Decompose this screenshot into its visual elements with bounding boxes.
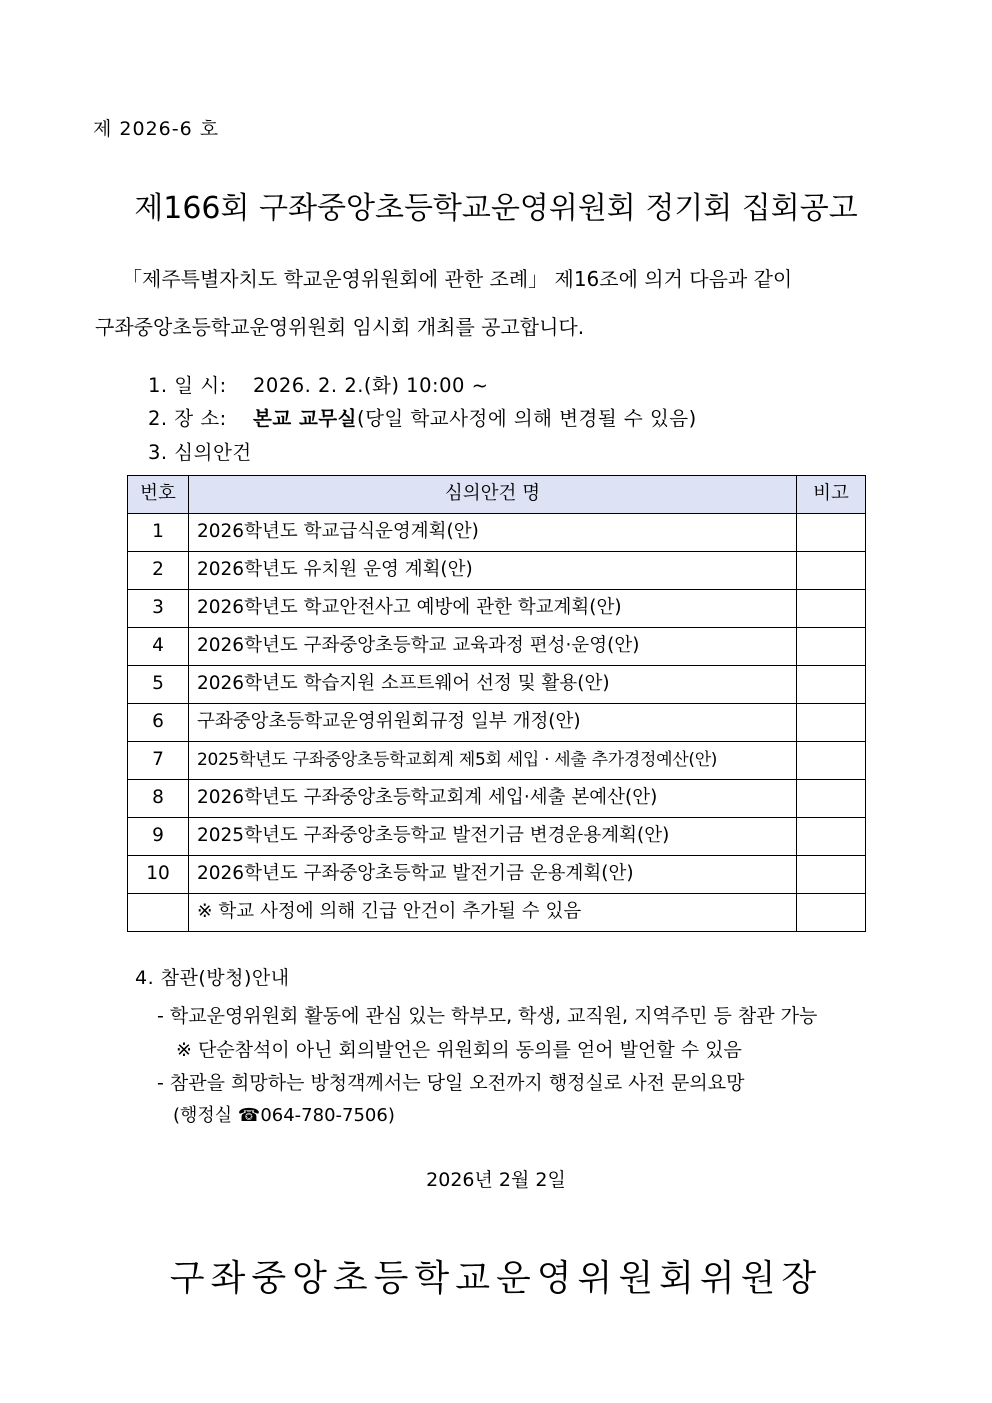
- row-number: 2: [128, 552, 189, 590]
- row-note: [797, 590, 866, 628]
- row-note: [797, 856, 866, 894]
- row-note: [797, 894, 866, 932]
- table-row: [128, 514, 866, 552]
- table-row: [128, 704, 866, 742]
- row-number: 6: [128, 704, 189, 742]
- row-note: [797, 780, 866, 818]
- row-title: ※ 학교 사정에 의해 긴급 안건이 추가될 수 있음: [189, 894, 797, 932]
- document-number: 제 2026-6 호: [93, 118, 220, 140]
- table-row: [128, 552, 866, 590]
- row-title: 2026학년도 학교급식운영계획(안): [189, 514, 797, 552]
- table-header-row: [128, 476, 866, 514]
- table-row: [128, 742, 866, 780]
- row-note: [797, 514, 866, 552]
- row-number: 7: [128, 742, 189, 780]
- place-value: 본교 교무실: [253, 407, 357, 430]
- issue-date: 2026년 2월 2일: [426, 1169, 566, 1191]
- row-title: 2026학년도 구좌중앙초등학교 교육과정 편성·운영(안): [189, 628, 797, 666]
- row-number: [128, 894, 189, 932]
- row-note: [797, 742, 866, 780]
- table-row: [128, 856, 866, 894]
- row-number: 3: [128, 590, 189, 628]
- row-title: 2026학년도 구좌중앙초등학교 발전기금 운용계획(안): [189, 856, 797, 894]
- datetime-value: 2026. 2. 2.(화) 10:00 ~: [253, 374, 489, 397]
- place-note: (당일 학교사정에 의해 변경될 수 있음): [356, 407, 697, 430]
- intro-line-2: 구좌중앙초등학교운영위원회 임시회 개최를 공고합니다.: [95, 315, 585, 339]
- row-note: [797, 818, 866, 856]
- section-4-heading: 4. 참관(방청)안내: [135, 967, 290, 989]
- item-place: [148, 403, 697, 431]
- table-row: [128, 590, 866, 628]
- visit-info-note: ※ 단순참석이 아닌 회의발언은 위원회의 동의를 얻어 발언할 수 있음: [176, 1039, 742, 1061]
- visit-info-line-2: - 참관을 희망하는 방청객께서는 당일 오전까지 행정실로 사전 문의요망: [157, 1072, 745, 1094]
- row-number: 5: [128, 666, 189, 704]
- table-row: [128, 628, 866, 666]
- row-title: 2026학년도 유치원 운영 계획(안): [189, 552, 797, 590]
- table-row: [128, 818, 866, 856]
- row-title: 2026학년도 학교안전사고 예방에 관한 학교계획(안): [189, 590, 797, 628]
- item-agenda-label: 3. 심의안건: [148, 441, 252, 464]
- row-title: 2025학년도 구좌중앙초등학교회계 제5회 세입 · 세출 추가경정예산(안): [189, 742, 797, 780]
- contact-phone: (행정실 ☎064-780-7506): [173, 1105, 395, 1126]
- row-note: [797, 552, 866, 590]
- intro-line-1: 「제주특별자치도 학교운영위원회에 관한 조례」 제16조에 의거 다음과 같이: [122, 267, 793, 291]
- row-title: 2025학년도 구좌중앙초등학교 발전기금 변경운용계획(안): [189, 818, 797, 856]
- document-title: 제166회 구좌중앙초등학교운영위원회 정기회 집회공고: [134, 191, 858, 226]
- item-datetime: [148, 370, 488, 398]
- row-title: 구좌중앙초등학교운영위원회규정 일부 개정(안): [189, 704, 797, 742]
- row-note: [797, 704, 866, 742]
- signer: 구좌중앙초등학교운영위원회위원장: [169, 1258, 823, 1299]
- row-note: [797, 666, 866, 704]
- header-number: 번호: [128, 476, 189, 514]
- row-number: 4: [128, 628, 189, 666]
- row-number: 8: [128, 780, 189, 818]
- header-title: 심의안건 명: [189, 476, 797, 514]
- row-number: 10: [128, 856, 189, 894]
- visit-info-line-1: - 학교운영위원회 활동에 관심 있는 학부모, 학생, 교직원, 지역주민 등 참관 가능: [157, 1005, 818, 1027]
- agenda-table: [127, 475, 866, 932]
- row-title: 2026학년도 구좌중앙초등학교회계 세입·세출 본예산(안): [189, 780, 797, 818]
- row-number: 1: [128, 514, 189, 552]
- row-title: 2026학년도 학습지원 소프트웨어 선정 및 활용(안): [189, 666, 797, 704]
- datetime-label: 1. 일 시:: [148, 374, 227, 397]
- header-note: 비고: [797, 476, 866, 514]
- table-row: [128, 894, 866, 932]
- row-note: [797, 628, 866, 666]
- table-row: [128, 666, 866, 704]
- place-label: 2. 장 소:: [148, 407, 227, 430]
- row-number: 9: [128, 818, 189, 856]
- table-row: [128, 780, 866, 818]
